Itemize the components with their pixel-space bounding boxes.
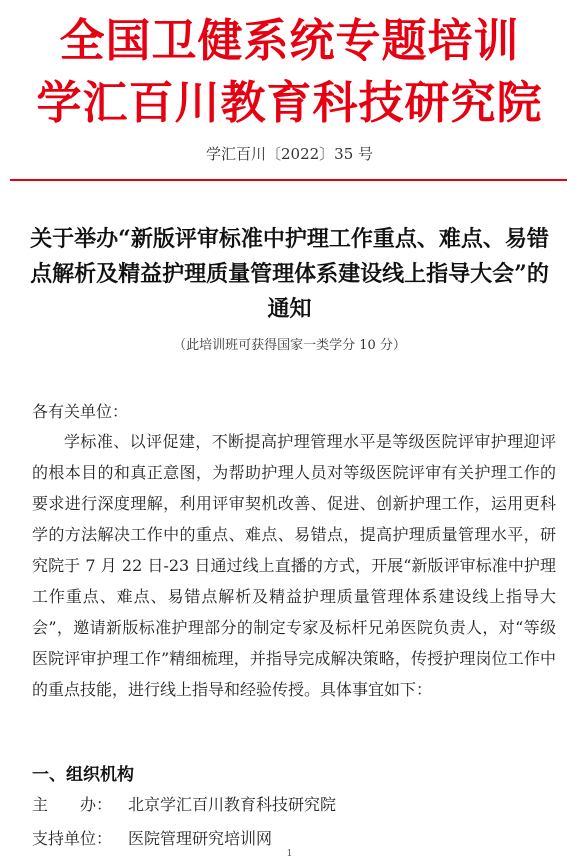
header-title-line-1: 全国卫健系统专题培训 [59,14,520,67]
supporter-row [32,826,272,849]
salutation: 各有关单位： [32,402,129,421]
supporter-value: 医院管理研究培训网 [128,829,273,848]
header-divider [10,179,567,181]
notice-subtitle: （此培训班可获得国家一类学分 10 分） [173,338,406,353]
organizer-value: 北京学汇百川教育科技研究院 [128,795,337,814]
document-number: 学汇百川〔2022〕35 号 [205,145,374,163]
section-heading-organization: 一、组织机构 [32,765,134,785]
supporter-label: 支持单位： [32,829,113,848]
body-paragraph: 学标准、以评促建，不断提高护理管理水平是等级医院评审护理迎评的根本目的和真正意图，为帮助护理人员对等级医院评审有关护理工作的要求进行深度理解，利用评审契机改善、促进、创新护理工作，运用更科学的方法解决工作中的重点、难点、易错点，提高护理质量管理水平，研究院于 7 月 22 日-23 日通过线上直播的方式，开展“新版评审标准中护理工作重点、难点、易错点解析及精益护理质量管理体系建设线上指导大会”，邀请新版标准护理部分的制定专家及标杆兄弟医院负责人，对“等级医院评审护理工作”精细梳理，并指导完成解决策略，传授护理岗位工作中的重点技能，进行线上指导和经验传授。具体事宜如下： [32,432,556,699]
page-number: 1 [286,849,293,859]
notice-title: 关于举办“新版评审标准中护理工作重点、难点、易错点解析及精益护理质量管理体系建设线上指导大会”的通知 [30,226,549,322]
organizer-label: 主 办： [32,795,113,814]
organizer-row [32,792,336,815]
header-title-line-2: 学汇百川教育科技研究院 [36,76,543,129]
